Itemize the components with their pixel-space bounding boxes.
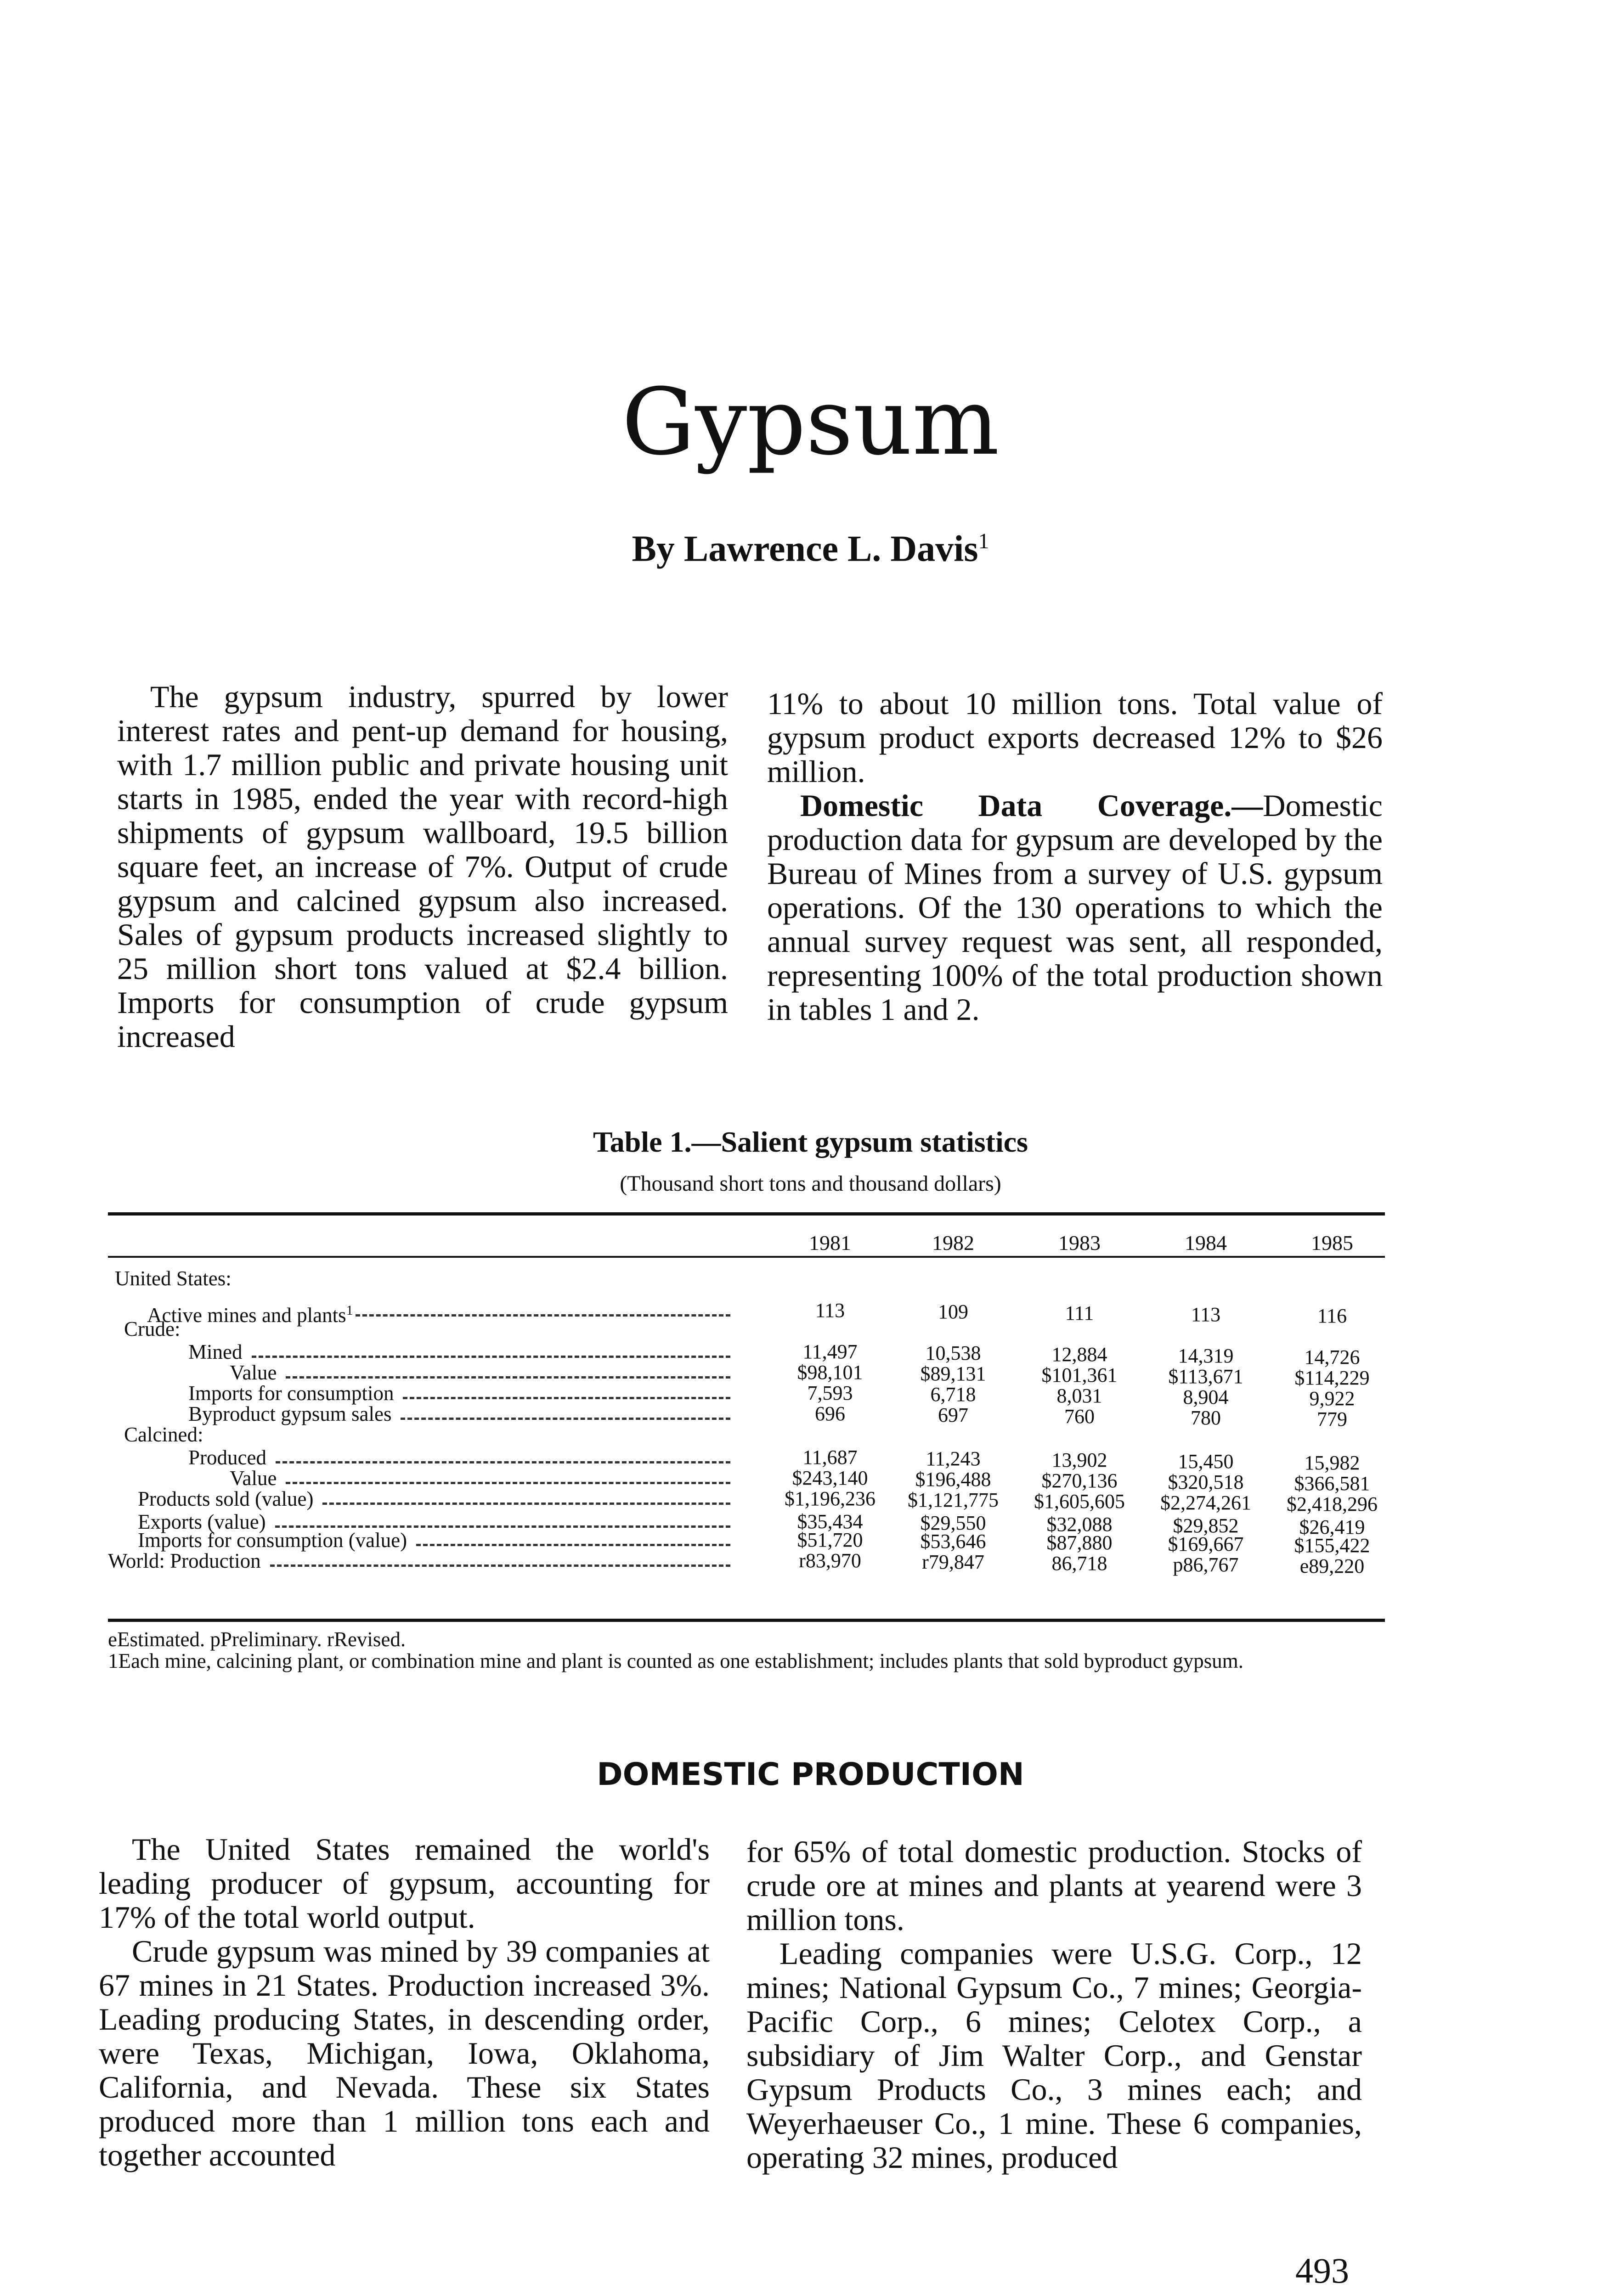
- row-leader-dots: [286, 1376, 730, 1379]
- table-footnote-1: 1Each mine, calcining plant, or combination mine and plant is counted as one establishment; includes plants that sold byproduct gypsum.: [108, 1649, 1243, 1672]
- table-cell: $53,646: [920, 1530, 986, 1553]
- table-cell: 9,922: [1309, 1387, 1355, 1410]
- table-cell: 13,902: [1051, 1449, 1107, 1471]
- domestic-paragraph-3: for 65% of total domestic production. Stocks of crude ore at mines and plants at yearend were 3 million tons.: [746, 1834, 1362, 1937]
- page-number: 493: [1295, 2251, 1349, 2290]
- data-coverage-text: Domestic production data for gypsum are developed by the Bureau of Mines from a survey of U.S. gypsum operations. Of the 130 operations to which the annual survey request was sent, all responded, representing 100% of the total production shown in tables 1 and 2.: [767, 788, 1383, 1027]
- table-cell: p86,767: [1173, 1553, 1239, 1576]
- table-cell: $243,140: [792, 1467, 868, 1489]
- row-label-text: Exports (value): [138, 1510, 266, 1533]
- row-leader-dots: [286, 1482, 730, 1484]
- row-leader-dots: [416, 1544, 730, 1546]
- table-cell: $320,518: [1168, 1471, 1244, 1493]
- row-label: [188, 1382, 394, 1404]
- table-cell: 12,884: [1051, 1343, 1107, 1366]
- table-cell: 7,593: [807, 1382, 853, 1404]
- table-cell: 116: [1317, 1305, 1347, 1327]
- table-cell: $89,131: [920, 1362, 986, 1385]
- row-leader-dots: [322, 1503, 730, 1505]
- table-caption: Table 1.—Salient gypsum statistics: [593, 1125, 1028, 1158]
- table-cell: 6,718: [930, 1383, 976, 1406]
- table-cell: 15,982: [1304, 1452, 1360, 1474]
- row-label: [115, 1267, 232, 1289]
- domestic-column-left: [99, 1832, 710, 2172]
- table-cell: $101,361: [1041, 1364, 1118, 1386]
- table-cell: $87,880: [1046, 1531, 1113, 1554]
- table-cell: $270,136: [1041, 1469, 1118, 1492]
- intro-column-left: [117, 680, 728, 1053]
- table-cell: 11,497: [802, 1340, 858, 1363]
- row-label: [124, 1424, 203, 1446]
- row-label-text: Value: [230, 1361, 277, 1384]
- row-label-text: Imports for consumption: [188, 1382, 394, 1405]
- page-title: Gypsum: [621, 369, 1000, 476]
- table-cell: 111: [1065, 1302, 1094, 1324]
- row-label-text: World: Production: [108, 1549, 261, 1572]
- table-cell: 760: [1064, 1405, 1095, 1428]
- table-cell: r79,847: [922, 1551, 984, 1573]
- table-cell: 14,726: [1304, 1346, 1360, 1368]
- row-label-text: Mined: [188, 1340, 243, 1363]
- intro-column-right: [767, 687, 1383, 1026]
- table-bottom-rule: [108, 1619, 1385, 1622]
- table-cell: 113: [1191, 1303, 1221, 1326]
- table-top-rule: [108, 1212, 1385, 1216]
- row-label-text: Products sold (value): [138, 1487, 314, 1510]
- table-cell: 109: [938, 1300, 968, 1323]
- table-cell: 10,538: [925, 1342, 981, 1364]
- year-header-1981: 1981: [809, 1231, 851, 1255]
- table-footnote-marks: eEstimated. pPreliminary. rRevised.: [108, 1628, 406, 1651]
- table-cell: 696: [815, 1402, 845, 1425]
- table-cell: $1,121,775: [908, 1489, 999, 1511]
- intro-paragraph-2: 11% to about 10 million tons. Total value of gypsum product exports decreased 12% to $26 million.: [767, 686, 1383, 789]
- table-cell: $26,419: [1299, 1516, 1365, 1538]
- table-cell: $366,581: [1294, 1472, 1370, 1495]
- table-cell: 14,319: [1178, 1345, 1234, 1367]
- table-cell: $113,671: [1168, 1365, 1243, 1388]
- table-cell: $32,088: [1046, 1513, 1113, 1536]
- year-header-1982: 1982: [932, 1231, 974, 1255]
- table-cell: $2,274,261: [1160, 1491, 1251, 1514]
- row-label-text: Imports for consumption (value): [138, 1529, 407, 1552]
- row-label: [138, 1529, 407, 1551]
- table-cell: $29,550: [920, 1512, 986, 1534]
- author-name: By Lawrence L. Davis: [632, 529, 978, 569]
- row-leader-dots: [270, 1564, 730, 1567]
- row-leader-dots: [401, 1418, 730, 1420]
- domestic-paragraph-1: The United States remained the world's leading producer of gypsum, accounting for 17% of the total world output.: [99, 1832, 710, 1935]
- year-header-1983: 1983: [1058, 1231, 1101, 1255]
- table-cell: $2,418,296: [1287, 1493, 1378, 1515]
- intro-paragraph-3: [767, 788, 1383, 1026]
- author-footnote-mark: 1: [978, 529, 989, 553]
- table-cell: 779: [1317, 1408, 1347, 1430]
- table-cell: 8,031: [1056, 1384, 1102, 1407]
- table-cell: $196,488: [915, 1468, 991, 1491]
- intro-paragraph-1: The gypsum industry, spurred by lower interest rates and pent-up demand for housing, with 1.7 million public and private housing unit starts in 1985, ended the year with record-high shipments of gypsum wallboard, 19.5 billion square feet, an increase of 7%. Output of crude gypsum and calcined gypsum also increased. Sales of gypsum products increased slightly to 25 million short tons valued at $2.4 billion. Imports for consumption of crude gypsum increased: [117, 679, 728, 1054]
- table-cell: 86,718: [1051, 1552, 1107, 1575]
- table-cell: 780: [1191, 1407, 1221, 1429]
- row-label-text: Active mines and plants: [147, 1304, 346, 1327]
- domestic-column-right: [746, 1835, 1362, 2174]
- table-cell: $51,720: [797, 1529, 863, 1551]
- row-label: [188, 1341, 243, 1363]
- author-line: [0, 530, 1621, 568]
- row-leader-dots: [356, 1314, 730, 1317]
- row-label: [138, 1488, 313, 1510]
- row-label-footnote-mark: 1: [346, 1303, 353, 1318]
- year-header-1985: 1985: [1311, 1231, 1353, 1255]
- table-cell: e89,220: [1299, 1555, 1365, 1577]
- domestic-paragraph-2: Crude gypsum was mined by 39 companies at 67 mines in 21 States. Production increased 3%. Leading producing States, in descending order, were Texas, Michigan, Iowa, Oklahoma, California, and Nevada. These six States produced more than 1 million tons each and together accounted: [99, 1934, 710, 2172]
- year-header-1984: 1984: [1185, 1231, 1227, 1255]
- table-cell: 8,904: [1183, 1386, 1229, 1408]
- row-label-text: Byproduct gypsum sales: [188, 1402, 392, 1425]
- table-cell: 11,243: [926, 1447, 981, 1470]
- section-heading: DOMESTIC PRODUCTION: [597, 1756, 1024, 1793]
- table-units: (Thousand short tons and thousand dollars): [620, 1171, 1001, 1196]
- table-cell: $35,434: [797, 1510, 863, 1533]
- table-cell: r83,970: [799, 1549, 861, 1572]
- row-label: [188, 1446, 266, 1469]
- row-label: [230, 1362, 277, 1384]
- data-coverage-heading: Domestic Data Coverage.—: [800, 788, 1263, 823]
- row-label-text: United States:: [115, 1267, 232, 1290]
- table-cell: $155,422: [1294, 1534, 1370, 1557]
- table-cell: 11,687: [802, 1446, 858, 1469]
- table-cell: 113: [815, 1299, 845, 1322]
- row-label: [124, 1318, 180, 1340]
- table-cell: 697: [938, 1404, 968, 1426]
- domestic-paragraph-4: Leading companies were U.S.G. Corp., 12 mines; National Gypsum Co., 7 mines; Georgia-Pacific Corp., 6 mines; Celotex Corp., a subsidiary of Jim Walter Corp., and Genstar Gypsum Products Co., 3 mines each; and Weyerhaeuser Co., 1 mine. These 6 companies, operating 32 mines, produced: [746, 1936, 1362, 2175]
- row-leader-dots: [252, 1356, 730, 1358]
- row-label: [188, 1403, 391, 1425]
- row-label-text: Value: [230, 1467, 277, 1490]
- row-leader-dots: [276, 1461, 730, 1463]
- row-label-text: Calcined:: [124, 1423, 203, 1446]
- row-leader-dots: [403, 1397, 730, 1399]
- row-label: [108, 1550, 261, 1572]
- row-label-text: Produced: [188, 1446, 266, 1469]
- table-cell: $1,196,236: [785, 1487, 875, 1510]
- table-header-rule: [108, 1256, 1385, 1258]
- row-label-text: Crude:: [124, 1317, 181, 1340]
- table-cell: $1,605,605: [1034, 1490, 1125, 1513]
- table-cell: 15,450: [1178, 1450, 1234, 1473]
- row-label: [230, 1467, 277, 1489]
- table-cell: $169,667: [1168, 1533, 1244, 1555]
- table-cell: $29,852: [1173, 1514, 1239, 1537]
- table-cell: $98,101: [797, 1361, 863, 1384]
- row-leader-dots: [275, 1525, 730, 1528]
- table-cell: $114,229: [1294, 1367, 1370, 1389]
